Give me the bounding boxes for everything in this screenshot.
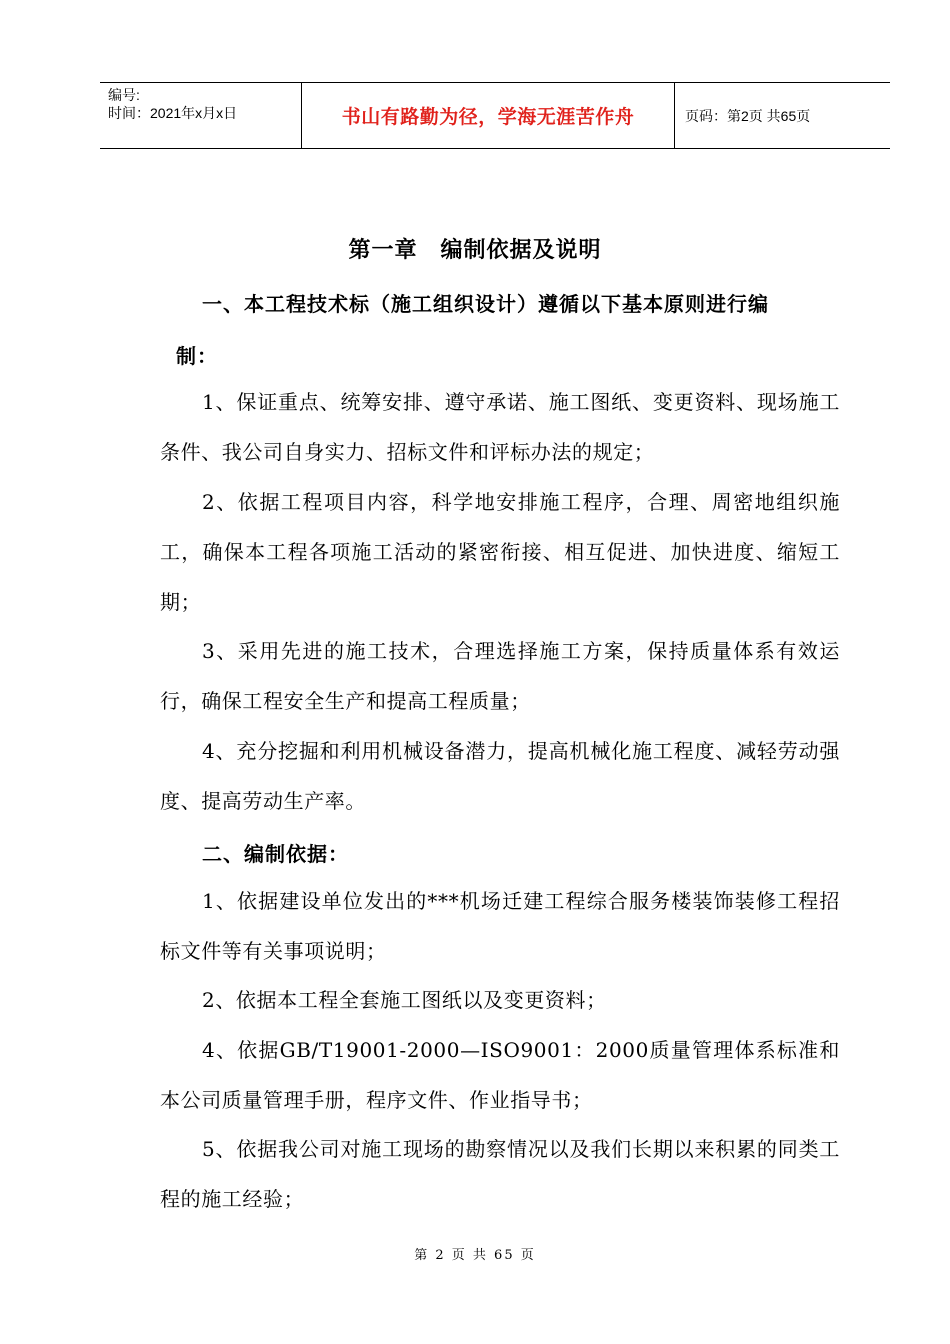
- paragraph-principle-2: 2、依据工程项目内容，科学地安排施工程序，合理、周密地组织施工，确保本工程各项施工活动的紧密衔接、相互促进、加快进度、缩短工期；: [160, 490, 840, 614]
- document-time: 时间：2021年x月x日: [108, 105, 238, 121]
- page-footer: 第 2 页 共 65 页: [414, 1248, 536, 1263]
- paragraph-basis-5: 5、依据我公司对施工现场的勘察情况以及我们长期以来积累的同类工程的施工经验；: [160, 1137, 840, 1211]
- chapter-title: 第一章 编制依据及说明: [348, 238, 602, 263]
- paragraph-principle-4: 4、充分挖掘和利用机械设备潜力，提高机械化施工程度、减轻劳动强度、提高劳动生产率。: [160, 739, 840, 813]
- page-header: [100, 82, 890, 149]
- paragraph-principle-1: 1、保证重点、统筹安排、遵守承诺、施工图纸、变更资料、现场施工条件、我公司自身实力、招标文件和评标办法的规定；: [160, 390, 840, 464]
- document-number-label: 编号:: [108, 87, 140, 103]
- section-1-heading-line2: 制：: [176, 344, 218, 368]
- header-page-info: 页码：第2页 共65页: [685, 107, 811, 124]
- paragraph-principle-3: 3、采用先进的施工技术，合理选择施工方案，保持质量体系有效运行，确保工程安全生产和提高工程质量；: [160, 639, 840, 713]
- paragraph-basis-1: 1、依据建设单位发出的***机场迁建工程综合服务楼装饰装修工程招标文件等有关事项说明；: [160, 889, 840, 963]
- paragraph-basis-4: 4、依据GB/T19001-2000—ISO9001：2000质量管理体系标准和本公司质量管理手册，程序文件、作业指导书；: [160, 1038, 840, 1112]
- header-meta: [100, 83, 302, 148]
- header-motto: 书山有路勤为径，学海无涯苦作舟: [302, 83, 675, 148]
- section-1-heading-line1: 一、本工程技术标（施工组织设计）遵循以下基本原则进行编: [202, 292, 769, 316]
- section-2-heading: 二、编制依据：: [202, 842, 349, 866]
- paragraph-basis-2: 2、依据本工程全套施工图纸以及变更资料；: [202, 988, 607, 1012]
